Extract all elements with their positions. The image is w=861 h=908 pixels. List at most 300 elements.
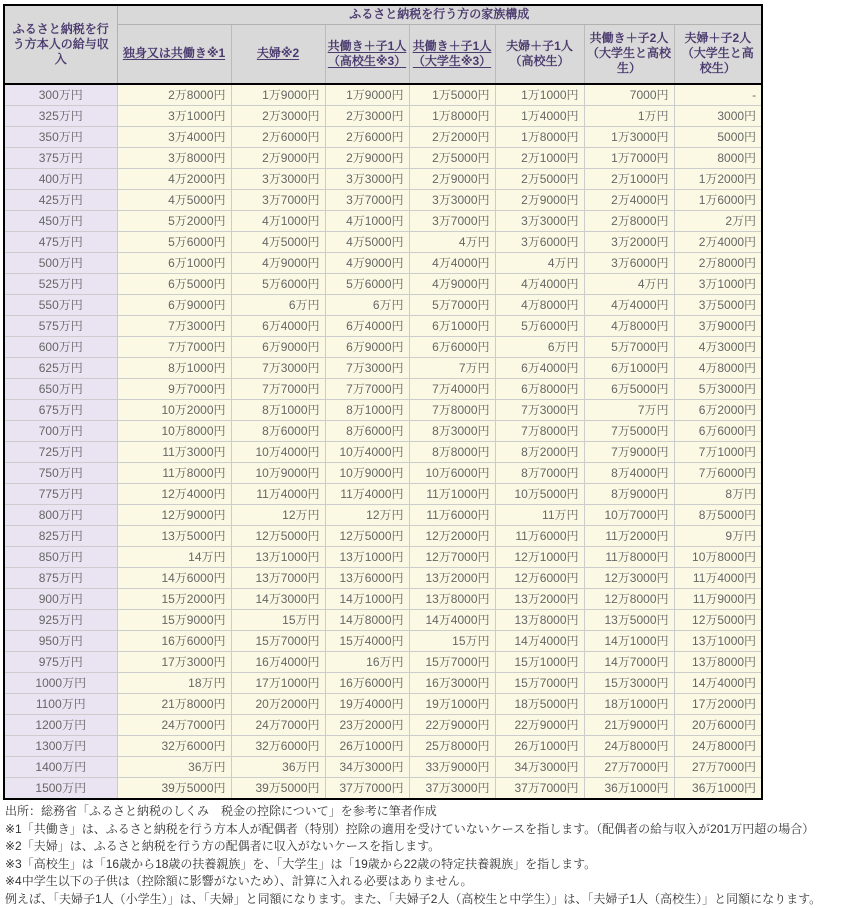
value-cell: 13万6000円 [325,568,409,589]
value-cell: 21万9000円 [584,715,674,736]
value-cell: 13万2000円 [409,568,495,589]
value-cell: 3万4000円 [117,127,231,148]
value-cell: 2万9000円 [325,148,409,169]
table-row [4,484,762,505]
value-cell: 8万3000円 [409,421,495,442]
table-row [4,379,762,400]
footnote-5: ※4中学生以下の子供は（控除額に影響がないため）、計算に入れる必要はありません。 [5,873,861,891]
value-cell: 5万6000円 [495,316,584,337]
value-cell: 8万7000円 [495,463,584,484]
value-cell: 5万3000円 [674,379,762,400]
value-cell: 2万3000円 [231,106,325,127]
income-cell: 525万円 [4,274,117,295]
value-cell: 2万8000円 [117,84,231,106]
column-header-3[interactable]: 共働き＋子1人（高校生※3） [325,24,409,84]
value-cell: 7万7000円 [117,337,231,358]
value-cell: 14万4000円 [495,631,584,652]
value-cell: 16万4000円 [231,652,325,673]
value-cell: 15万7000円 [409,652,495,673]
value-cell: 6万5000円 [117,274,231,295]
value-cell: 21万8000円 [117,694,231,715]
table-row [4,316,762,337]
value-cell: 14万8000円 [325,610,409,631]
value-cell: 14万3000円 [231,589,325,610]
value-cell: 1万7000円 [584,148,674,169]
income-cell: 1400万円 [4,757,117,778]
table-row [4,631,762,652]
value-cell: 15万3000円 [584,673,674,694]
table-row [4,652,762,673]
table-row [4,736,762,757]
value-cell: 15万円 [409,631,495,652]
value-cell: 10万4000円 [231,442,325,463]
value-cell: 4万4000円 [584,295,674,316]
value-cell: 11万1000円 [409,484,495,505]
value-cell: 11万8000円 [584,547,674,568]
value-cell: 1万4000円 [495,106,584,127]
value-cell: 5万7000円 [584,337,674,358]
value-cell: 14万1000円 [325,589,409,610]
value-cell: 3万3000円 [231,169,325,190]
value-cell: 2万1000円 [584,169,674,190]
value-cell: 3万2000円 [584,232,674,253]
value-cell: 10万5000円 [495,484,584,505]
footnote-4: ※3「高校生」は「16歳から18歳の扶養親族」を、「大学生」は「19歳から22歳の特定扶養親族」を指します。 [5,856,861,874]
value-cell: 14万円 [117,547,231,568]
table-row [4,610,762,631]
value-cell: 15万7000円 [495,673,584,694]
value-cell: 18万5000円 [495,694,584,715]
value-cell: 6万9000円 [231,337,325,358]
value-cell: 4万5000円 [231,232,325,253]
value-cell: 20万2000円 [231,694,325,715]
value-cell: 6万6000円 [409,337,495,358]
value-cell: 1万8000円 [409,106,495,127]
value-cell: 2万3000円 [325,106,409,127]
value-cell: 5000円 [674,127,762,148]
table-row [4,442,762,463]
value-cell: 32万6000円 [117,736,231,757]
value-cell: 2万5000円 [409,148,495,169]
value-cell: 14万4000円 [409,610,495,631]
column-header-2[interactable]: 夫婦※2 [231,24,325,84]
value-cell: 1万9000円 [325,84,409,106]
value-cell: 26万1000円 [325,736,409,757]
value-cell: 12万円 [231,505,325,526]
income-column-header: ふるさと納税を行う方本人の給与収入 [4,5,117,84]
value-cell: 24万7000円 [231,715,325,736]
income-cell: 475万円 [4,232,117,253]
value-cell: 12万5000円 [325,526,409,547]
value-cell: 12万5000円 [231,526,325,547]
value-cell: 7万4000円 [409,379,495,400]
income-cell: 1500万円 [4,778,117,800]
table-row [4,526,762,547]
table-row [4,778,762,800]
value-cell: 8万1000円 [325,400,409,421]
income-cell: 675万円 [4,400,117,421]
value-cell: 3万3000円 [495,211,584,232]
value-cell: 18万1000円 [584,694,674,715]
value-cell: 12万4000円 [117,484,231,505]
value-cell: 15万7000円 [231,631,325,652]
value-cell: 6万6000円 [674,421,762,442]
value-cell: 8000円 [674,148,762,169]
income-cell: 900万円 [4,589,117,610]
value-cell: 11万9000円 [674,589,762,610]
income-cell: 850万円 [4,547,117,568]
value-cell: 2万円 [674,211,762,232]
value-cell: 11万4000円 [325,484,409,505]
value-cell: 12万8000円 [584,589,674,610]
value-cell: 7万8000円 [495,421,584,442]
value-cell: 1万8000円 [495,127,584,148]
column-header-4[interactable]: 共働き＋子1人（大学生※3） [409,24,495,84]
income-cell: 500万円 [4,253,117,274]
value-cell: 3万6000円 [584,253,674,274]
value-cell: 13万2000円 [495,589,584,610]
value-cell: 6万円 [231,295,325,316]
value-cell: 8万円 [674,484,762,505]
value-cell: 12万6000円 [495,568,584,589]
value-cell: 3万6000円 [495,232,584,253]
value-cell: 10万2000円 [117,400,231,421]
value-cell: 7万円 [584,400,674,421]
income-cell: 600万円 [4,337,117,358]
value-cell: 7万3000円 [325,358,409,379]
furusato-tax-limit-table [3,4,763,800]
value-cell: 4万9000円 [231,253,325,274]
table-row [4,84,762,106]
income-cell: 1000万円 [4,673,117,694]
value-cell: 7万7000円 [231,379,325,400]
value-cell: 6万円 [495,337,584,358]
value-cell: 2万2000円 [409,127,495,148]
value-cell: 34万3000円 [495,757,584,778]
value-cell: 4万1000円 [231,211,325,232]
value-cell: 2万5000円 [495,169,584,190]
income-cell: 625万円 [4,358,117,379]
value-cell: 13万8000円 [674,652,762,673]
value-cell: 6万5000円 [584,379,674,400]
table-row [4,274,762,295]
value-cell: 16万円 [325,652,409,673]
table-row [4,715,762,736]
table-row [4,694,762,715]
value-cell: 27万7000円 [584,757,674,778]
value-cell: 19万1000円 [409,694,495,715]
value-cell: 7万9000円 [584,442,674,463]
family-structure-header: ふるさと納税を行う方の家族構成 [117,5,762,24]
value-cell: 10万9000円 [325,463,409,484]
value-cell: 5万6000円 [325,274,409,295]
value-cell: 7万5000円 [584,421,674,442]
value-cell: 36万1000円 [674,778,762,800]
table-row [4,400,762,421]
value-cell: 3万7000円 [325,190,409,211]
value-cell: 3万9000円 [674,316,762,337]
income-cell: 725万円 [4,442,117,463]
value-cell: 9万円 [674,526,762,547]
table-body [4,84,762,799]
income-cell: 1200万円 [4,715,117,736]
income-cell: 1300万円 [4,736,117,757]
value-cell: 4万8000円 [584,316,674,337]
income-cell: 875万円 [4,568,117,589]
value-cell: 3万5000円 [674,295,762,316]
value-cell: 24万8000円 [674,736,762,757]
value-cell: 11万8000円 [117,463,231,484]
value-cell: 13万7000円 [231,568,325,589]
value-cell: 16万6000円 [117,631,231,652]
value-cell: 26万1000円 [495,736,584,757]
table-row [4,148,762,169]
value-cell: 4万5000円 [325,232,409,253]
table-row [4,421,762,442]
income-cell: 575万円 [4,316,117,337]
income-cell: 550万円 [4,295,117,316]
value-cell: 20万6000円 [674,715,762,736]
value-cell: 2万6000円 [231,127,325,148]
table-row [4,463,762,484]
value-cell: 6万1000円 [409,316,495,337]
value-cell: 4万4000円 [409,253,495,274]
value-cell: 10万9000円 [231,463,325,484]
value-cell: 13万5000円 [117,526,231,547]
footnote-2: ※1「共働き」は、ふるさと納税を行う方本人が配偶者（特別）控除の適用を受けていないケースを指します。（配偶者の給与収入が201万円超の場合） [5,821,861,839]
column-header-7: 夫婦＋子2人（大学生と高校生） [674,24,762,84]
table-row [4,568,762,589]
value-cell: 34万3000円 [325,757,409,778]
income-cell: 825万円 [4,526,117,547]
value-cell: 16万6000円 [325,673,409,694]
value-cell: 25万8000円 [409,736,495,757]
value-cell: - [674,84,762,106]
value-cell: 4万円 [584,274,674,295]
value-cell: 6万8000円 [495,379,584,400]
table-row [4,505,762,526]
column-header-row [4,24,762,84]
value-cell: 7万1000円 [674,442,762,463]
value-cell: 16万3000円 [409,673,495,694]
income-cell: 425万円 [4,190,117,211]
value-cell: 4万4000円 [495,274,584,295]
income-cell: 700万円 [4,421,117,442]
value-cell: 13万5000円 [584,610,674,631]
value-cell: 24万8000円 [584,736,674,757]
value-cell: 10万6000円 [409,463,495,484]
value-cell: 8万6000円 [231,421,325,442]
value-cell: 3000円 [674,106,762,127]
table-row [4,253,762,274]
value-cell: 37万7000円 [325,778,409,800]
value-cell: 13万1000円 [674,631,762,652]
value-cell: 7万6000円 [674,463,762,484]
value-cell: 10万8000円 [117,421,231,442]
value-cell: 15万9000円 [117,610,231,631]
income-cell: 975万円 [4,652,117,673]
value-cell: 13万8000円 [409,589,495,610]
value-cell: 14万6000円 [117,568,231,589]
value-cell: 15万1000円 [495,652,584,673]
income-cell: 950万円 [4,631,117,652]
value-cell: 5万7000円 [409,295,495,316]
column-header-5: 夫婦＋子1人（高校生） [495,24,584,84]
value-cell: 4万2000円 [117,169,231,190]
value-cell: 4万1000円 [325,211,409,232]
table-header [4,5,762,84]
value-cell: 6万円 [325,295,409,316]
value-cell: 10万4000円 [325,442,409,463]
value-cell: 4万8000円 [495,295,584,316]
value-cell: 6万4000円 [231,316,325,337]
value-cell: 2万8000円 [584,211,674,232]
value-cell: 10万8000円 [674,547,762,568]
value-cell: 23万2000円 [325,715,409,736]
table-row [4,211,762,232]
table-row [4,127,762,148]
value-cell: 14万7000円 [584,652,674,673]
table-row [4,295,762,316]
value-cell: 19万4000円 [325,694,409,715]
value-cell: 13万1000円 [231,547,325,568]
income-cell: 1100万円 [4,694,117,715]
value-cell: 2万4000円 [584,190,674,211]
value-cell: 1万6000円 [674,190,762,211]
table-row [4,337,762,358]
value-cell: 11万4000円 [231,484,325,505]
income-cell: 650万円 [4,379,117,400]
value-cell: 12万9000円 [117,505,231,526]
income-cell: 925万円 [4,610,117,631]
value-cell: 32万6000円 [231,736,325,757]
table-row [4,190,762,211]
value-cell: 5万2000円 [117,211,231,232]
value-cell: 3万3000円 [409,190,495,211]
income-cell: 350万円 [4,127,117,148]
value-cell: 27万7000円 [674,757,762,778]
value-cell: 8万4000円 [584,463,674,484]
value-cell: 7万7000円 [325,379,409,400]
value-cell: 11万6000円 [495,526,584,547]
value-cell: 3万7000円 [409,211,495,232]
value-cell: 15万2000円 [117,589,231,610]
value-cell: 6万9000円 [117,295,231,316]
table-row [4,106,762,127]
value-cell: 11万6000円 [409,505,495,526]
income-cell: 300万円 [4,84,117,106]
value-cell: 8万5000円 [674,505,762,526]
value-cell: 1万1000円 [495,84,584,106]
footnote-1: 出所：総務省「ふるさと納税のしくみ 税金の控除について」を参考に筆者作成 [5,803,861,821]
value-cell: 17万1000円 [231,673,325,694]
value-cell: 1万5000円 [409,84,495,106]
value-cell: 36万円 [231,757,325,778]
value-cell: 13万1000円 [325,547,409,568]
income-cell: 775万円 [4,484,117,505]
table-row [4,169,762,190]
footnotes [3,803,861,908]
value-cell: 5万6000円 [231,274,325,295]
table-row [4,547,762,568]
value-cell: 3万1000円 [117,106,231,127]
value-cell: 7万3000円 [117,316,231,337]
value-cell: 5万6000円 [117,232,231,253]
value-cell: 33万9000円 [409,757,495,778]
value-cell: 10万7000円 [584,505,674,526]
value-cell: 7000円 [584,84,674,106]
column-header-6: 共働き＋子2人（大学生と高校生） [584,24,674,84]
value-cell: 8万2000円 [495,442,584,463]
value-cell: 24万7000円 [117,715,231,736]
value-cell: 17万3000円 [117,652,231,673]
value-cell: 2万6000円 [325,127,409,148]
value-cell: 15万円 [231,610,325,631]
value-cell: 37万3000円 [409,778,495,800]
value-cell: 8万1000円 [117,358,231,379]
value-cell: 39万5000円 [117,778,231,800]
value-cell: 18万円 [117,673,231,694]
value-cell: 7万円 [409,358,495,379]
value-cell: 9万7000円 [117,379,231,400]
value-cell: 14万1000円 [584,631,674,652]
value-cell: 3万7000円 [231,190,325,211]
value-cell: 11万4000円 [674,568,762,589]
value-cell: 6万2000円 [674,400,762,421]
value-cell: 8万9000円 [584,484,674,505]
value-cell: 15万4000円 [325,631,409,652]
value-cell: 37万7000円 [495,778,584,800]
income-cell: 450万円 [4,211,117,232]
value-cell: 17万2000円 [674,694,762,715]
value-cell: 6万4000円 [325,316,409,337]
value-cell: 11万3000円 [117,442,231,463]
value-cell: 6万1000円 [584,358,674,379]
value-cell: 4万円 [409,232,495,253]
value-cell: 3万8000円 [117,148,231,169]
value-cell: 4万9000円 [325,253,409,274]
value-cell: 3万3000円 [325,169,409,190]
value-cell: 1万3000円 [584,127,674,148]
value-cell: 1万円 [584,106,674,127]
value-cell: 4万8000円 [674,358,762,379]
value-cell: 4万5000円 [117,190,231,211]
table-row [4,757,762,778]
footnote-3: ※2「夫婦」は、ふるさと納税を行う方の配偶者に収入がないケースを指します。 [5,838,861,856]
value-cell: 3万1000円 [674,274,762,295]
value-cell: 6万4000円 [495,358,584,379]
value-cell: 22万9000円 [495,715,584,736]
value-cell: 8万6000円 [325,421,409,442]
value-cell: 1万2000円 [674,169,762,190]
value-cell: 2万9000円 [495,190,584,211]
value-cell: 2万1000円 [495,148,584,169]
income-cell: 375万円 [4,148,117,169]
value-cell: 36万円 [117,757,231,778]
table-row [4,232,762,253]
column-header-1[interactable]: 独身又は共働き※1 [117,24,231,84]
income-cell: 800万円 [4,505,117,526]
income-cell: 400万円 [4,169,117,190]
value-cell: 22万9000円 [409,715,495,736]
footnote-6: 例えば、「夫婦子1人（小学生）」は、「夫婦」と同額になります。また、「夫婦子2人（高校生と中学生）」は、「夫婦子1人（高校生）」と同額になります。 [5,891,861,908]
value-cell: 6万9000円 [325,337,409,358]
value-cell: 7万3000円 [231,358,325,379]
value-cell: 12万3000円 [584,568,674,589]
value-cell: 39万5000円 [231,778,325,800]
table-row [4,673,762,694]
header-row-top [4,5,762,24]
